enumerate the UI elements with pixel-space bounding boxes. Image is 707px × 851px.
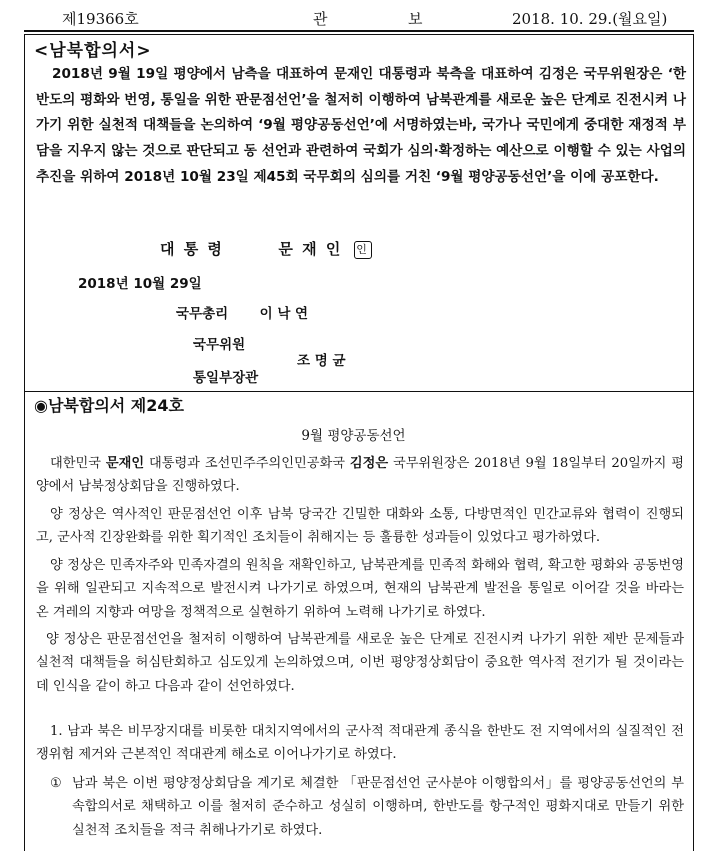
- prime-minister-signature: [176, 302, 308, 322]
- clause-1-1: 남과 북은 이번 평양정상회담을 계기로 체결한 「판문점선언 군사분야 이행합의서」를 평양공동선언의 부속합의서로 채택하고 이를 철저히 준수하고 성실히 이행하며, 한반도를 항구적인 평화지대로 만들기 위한 실천적 조치들을 적극 취해나가기로 하였다.: [72, 776, 684, 838]
- gazette-title-left: 관: [313, 10, 328, 28]
- paragraph-3: 양 정상은 민족자주와 민족자결의 원칙을 재확인하고, 남북관계를 민족적 화해와 협력, 확고한 평화와 공동번영을 위해 일관되고 지속적으로 발전시켜 나가기로 하였으며, 현재의 남북관계 발전을 통일로 이어갈 것을 바라는 온 겨레의 지향과 여망을 정책적으로 실현하기 위하여 노력해 나가기로 하였다.: [36, 558, 684, 620]
- agreement-heading: ◉남북합의서 제24호: [34, 396, 184, 415]
- paragraph-4: 양 정상은 판문점선언을 철저히 이행하여 남북관계를 새로운 높은 단계로 진전시켜 나가기 위한 제반 문제들과 실천적 대책들을 허심탄회하고 심도있게 논의하였으며, 이번 평양정상회담이 중요한 역사적 전기가 될 것이라는 데 인식을 같이 하고 다음과 같이 선언하였다.: [36, 632, 684, 694]
- minister-title-1: 국무위원: [193, 337, 246, 353]
- pm-title: 국무총리: [176, 306, 229, 322]
- gazette-title-right: 보: [408, 10, 423, 28]
- page-header: [0, 0, 707, 34]
- p1-text-a: 대한민국: [50, 456, 106, 471]
- minister-title-2: 통일부장관: [193, 370, 259, 386]
- official-seal: 인: [354, 241, 372, 259]
- issue-number: 제19366호: [62, 10, 139, 28]
- president-name: 문 재 인: [278, 240, 343, 258]
- section-title: <남북합의서>: [34, 41, 152, 61]
- p1-text-b: 대통령과 조선민주주의인민공화국: [144, 456, 350, 471]
- minister-name: 조 명 균: [297, 353, 346, 369]
- promulgation-date: 2018년 10월 29일: [78, 276, 202, 292]
- clause-marker: ①: [50, 776, 62, 791]
- p1-name-kim: 김정은: [349, 456, 389, 471]
- president-signature: [160, 238, 372, 259]
- paragraph-2: 양 정상은 역사적인 판문점선언 이후 남북 당국간 긴밀한 대화와 소통, 다방면적인 민간교류와 협력이 진행되고, 군사적 긴장완화를 위한 획기적인 조치들이 취해지는 등 훌륭한 성과들이 있었다고 평가하였다.: [36, 507, 684, 546]
- promulgation-text: 2018년 9월 19일 평양에서 남측을 대표하여 문재인 대통령과 북측을 대표하여 김정은 국무위원장은 ‘한반도의 평화와 번영, 통일을 위한 판문점선언’을 철저히 이행하여 남북관계를 새로운 높은 단계로 진전시켜 나가기 위한 실천적 대책들을 논의하여 ‘9월 평양공동선언’에 서명하였는바, 국가나 국민에게 중대한 재정적 부담을 지우지 않는 것으로 판단되고 동 선언과 관련하여 국회가 심의·확정하는 예산으로 이행할 수 있는 사업의 추진을 위하여 2018년 10월 23일 제45회 국무회의 심의를 거친 ‘9월 평양공동선언’을 이에 공포한다.: [36, 66, 686, 185]
- document-title: 9월 평양공동선언: [301, 428, 406, 444]
- paragraph-1: [36, 452, 684, 499]
- pm-name: 이 낙 연: [259, 306, 309, 322]
- header-rule: [24, 30, 694, 32]
- article-1: 1. 남과 북은 비무장지대를 비롯한 대치지역에서의 군사적 적대관계 종식을 한반도 전 지역에서의 실질적인 전쟁위험 제거와 근본적인 적대관계 해소로 이어나가기로 하였다.: [36, 724, 684, 763]
- p1-text-c: 국무위원장은 2018년 9월 18일부터 20일까지 평양에서 남북정상회담을 진행하였다.: [36, 456, 685, 495]
- president-title: 대 통 령: [160, 240, 224, 258]
- p1-name-moon: 문재인: [105, 456, 145, 471]
- header-rule-thin: [24, 34, 694, 35]
- section-divider: [24, 391, 694, 392]
- issue-date: 2018. 10. 29.(월요일): [512, 10, 668, 28]
